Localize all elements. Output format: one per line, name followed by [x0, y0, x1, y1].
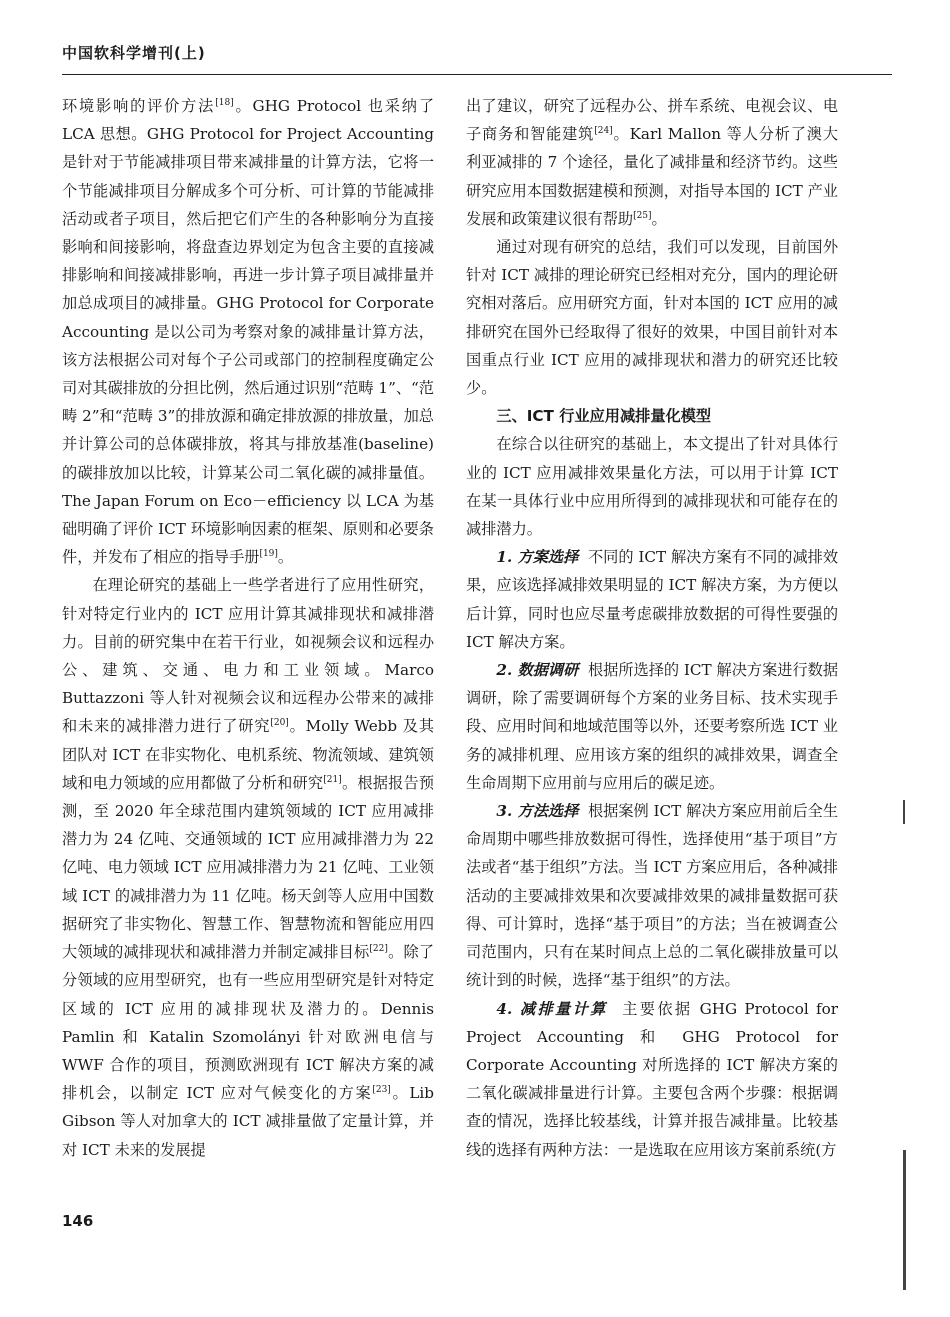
step-term: 2. 数据调研	[496, 661, 579, 680]
right-paragraph-1	[466, 92, 838, 233]
journal-header: 中国软科学增刊(上)	[62, 44, 206, 62]
text-run: 。GHG Protocol 也采纳了 LCA 思想。GHG Protocol for Project Accounting 是针对于节能减排项目带来减排量的计算方法，它将一个节能减排项目分解成多个可分析、可计算的节能减排活动或者子项目，然后把它们产生的各种影响分为直接影响和间接影响，将盘查边界划定为包含主要的直接减排影响和间接减排影响，再进一步计算子项目减排量并加总成项目的减排量。GHG Protocol for Corporate Accounting 是以公司为考察对象的减排量计算方法，该方法根据公司对每个子公司或部门的控制程度确定公司对其碳排放的分担比例，然后通过识别“范畴 1”、“范畴 2”和“范畴 3”的排放源和确定排放源的排放量，加总并计算公司的总体碳排放，将其与排放基准(baseline)的碳排放加以比较，计算某公司二氧化碳的减排量值。The Japan Forum on Eco－efficiency 以 LCA 为基础明确了评价 ICT 环境影响因素的框架、原则和必要条件，并发布了相应的指导手册	[62, 97, 435, 567]
step-1	[466, 543, 838, 656]
text-run: 在理论研究的基础上一些学者进行了应用性研究，针对特定行业内的 ICT 应用计算其减排现状和减排潜力。目前的研究集中在若干行业，如视频会议和远程办公、建筑、交通、电力和工业领域。Marco Buttazzoni 等人针对视频会议和远程办公带来的减排和未来的减排潜力进行了研究	[62, 576, 434, 736]
text-run: 出了建议，研究了远程办公、拼车系统、电视会议、电子商务和智能建筑	[466, 97, 838, 144]
text-run: 。Lib Gibson 等人对加拿大的 ICT 减排量做了定量计算，并对 ICT 未来的发展提	[62, 1084, 435, 1159]
step-term: 4. 减排量计算	[496, 999, 608, 1018]
citation: [23]	[372, 1085, 391, 1096]
citation: [24]	[594, 126, 613, 137]
step-3	[466, 797, 838, 994]
step-term: 1. 方案选择	[496, 548, 579, 567]
step-text: 根据案例 ICT 解决方案应用前后全生命周期中哪些排放数据可得性，选择使用“基于项目”方法或者“基于组织”方法。当 ICT 方案应用后，各种减排活动的主要减排效果和次要减排效果的减排量数据可获得、可计算时，选择“基于项目”的方法；当在被调查公司范围内，只有在某时间点上总的二氧化碳排放量可以统计到的时候，选择“基于组织”的方法。	[466, 802, 839, 990]
scan-edge-mark	[903, 800, 905, 824]
right-column	[466, 92, 838, 1164]
text-run: 。	[651, 209, 667, 228]
citation: [25]	[633, 210, 652, 221]
step-2	[466, 656, 838, 797]
citation: [19]	[259, 549, 278, 560]
citation: [20]	[270, 718, 289, 729]
text-run: 。除了分领域的应用型研究，也有一些应用型研究是针对特定区域的 ICT 应用的减排现状及潜力的。Dennis Pamlin 和 Katalin Szomolányi 针对欧洲电信与 WWF 合作的项目，预测欧洲现有 ICT 解决方案的减排机会，以制定 ICT 应对气候变化的方案	[62, 943, 435, 1103]
step-text: 根据所选择的 ICT 解决方案进行数据调研，除了需要调研每个方案的业务目标、技术实现手段、应用时间和地域范围等以外，还要考察所选 ICT 业务的减排机理、应用该方案的组织的减排效果，调查全生命周期下应用前与应用后的碳足迹。	[466, 661, 839, 792]
citation: [18]	[215, 97, 234, 108]
left-paragraph-2	[62, 571, 434, 1163]
page-number: 146	[62, 1212, 94, 1230]
step-4	[466, 995, 838, 1164]
step-text: 不同的 ICT 解决方案有不同的减排效果，应该选择减排效果明显的 ICT 解决方案，为方便以后计算，同时也应尽量考虑碳排放数据的可得性要强的 ICT 解决方案。	[466, 548, 839, 651]
step-term: 3. 方法选择	[496, 802, 579, 821]
text-run: 。	[277, 548, 294, 567]
text-run: 。Karl Mallon 等人分析了澳大利亚减排的 7 个途径，量化了减排量和经济节约。这些研究应用本国数据建模和预测，对指导本国的 ICT 产业发展和政策建议很有帮助	[466, 125, 839, 228]
right-paragraph-3: 在综合以往研究的基础上，本文提出了针对具体行业的 ICT 应用减排效果量化方法，可以用于计算 ICT 在某一具体行业中应用所得到的减排现状和可能存在的减排潜力。	[466, 435, 838, 539]
scan-edge-mark	[903, 1150, 906, 1290]
header-rule	[62, 74, 892, 75]
citation: [22]	[369, 944, 388, 955]
left-paragraph-1	[62, 92, 434, 571]
right-paragraph-2: 通过对现有研究的总结，我们可以发现，目前国外针对 ICT 减排的理论研究已经相对充分，国内的理论研究相对落后。应用研究方面，针对本国的 ICT 应用的减排研究在国外已经取得了很好的效果，中国目前针对本国重点行业 ICT 应用的减排现状和潜力的研究还比较少。	[466, 238, 838, 398]
section-title: 三、ICT 行业应用减排量化模型	[496, 407, 712, 426]
text-run: 。Molly Webb 及其团队对 ICT 在非实物化、电机系统、物流领域、建筑领域和电力领域的应用都做了分析和研究	[62, 717, 435, 792]
text-run: 环境影响的评价方法	[62, 97, 216, 115]
left-column	[62, 92, 434, 1164]
step-text: 主要依据 GHG Protocol for Project Accounting 和 GHG Protocol for Corporate Accounting 对所选择的 ICT 解决方案的二氧化碳减排量进行计算。主要包含两个步骤：根据调查的情况，选择比较基线，计算并报告减排量。比较基线的选择有两种方法：一是选取在应用该方案前系统(方	[466, 999, 838, 1159]
text-run: 。根据报告预测，至 2020 年全球范围内建筑领域的 ICT 应用减排潜力为 24 亿吨、交通领域的 ICT 应用减排潜力为 22 亿吨、电力领域 ICT 应用减排潜力为 21 亿吨、工业领域 ICT 的减排潜力为 11 亿吨。杨天剑等人应用中国数据研究了非实物化、智慧工作、智慧物流和智能应用四大领域的减排现状和减排潜力并制定减排目标	[62, 773, 435, 962]
citation: [21]	[323, 774, 342, 785]
